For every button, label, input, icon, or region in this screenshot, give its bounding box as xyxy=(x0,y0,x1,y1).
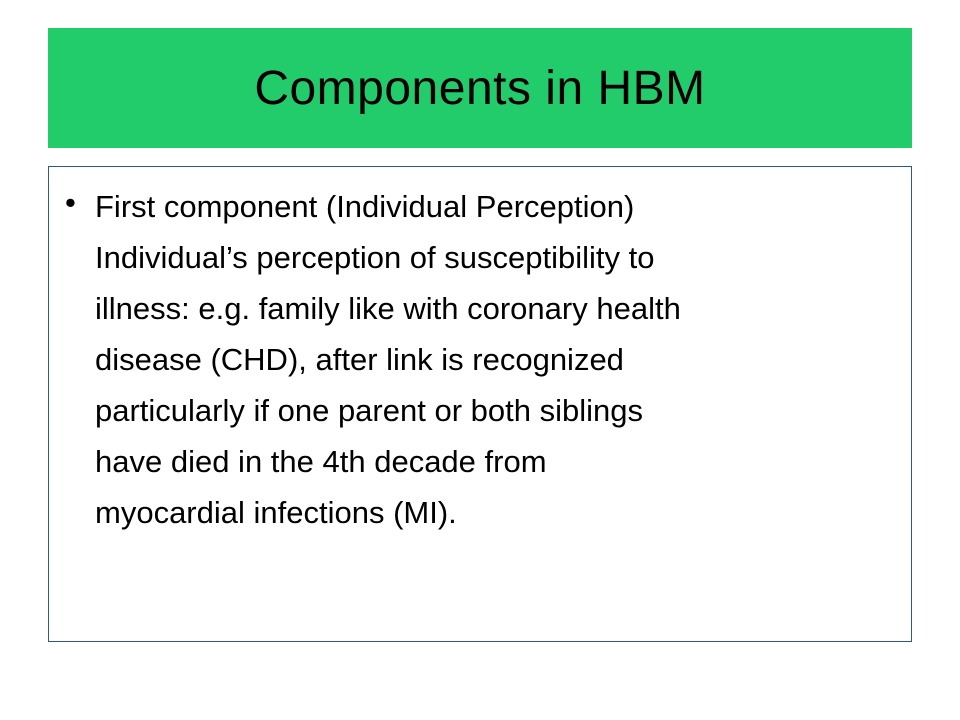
bullet-line: illness: e.g. family like with coronary health xyxy=(95,291,681,326)
bullet-line: disease (CHD), after link is recognized xyxy=(95,342,624,377)
bullet-line: myocardial infections (MI). xyxy=(95,495,457,530)
bullet-line: have died in the 4th decade from xyxy=(95,444,547,479)
bullet-marker: • xyxy=(65,185,76,220)
bullet-line: particularly if one parent or both siblings xyxy=(95,393,643,428)
bullet-item xyxy=(65,181,905,538)
title-banner xyxy=(48,28,912,148)
content-box xyxy=(48,166,912,642)
slide-title: Components in HBM xyxy=(254,61,706,115)
bullet-line: Individual’s perception of susceptibility to xyxy=(95,240,655,275)
bullet-line: First component (Individual Perception) xyxy=(95,189,635,224)
bullet-text xyxy=(95,181,681,538)
